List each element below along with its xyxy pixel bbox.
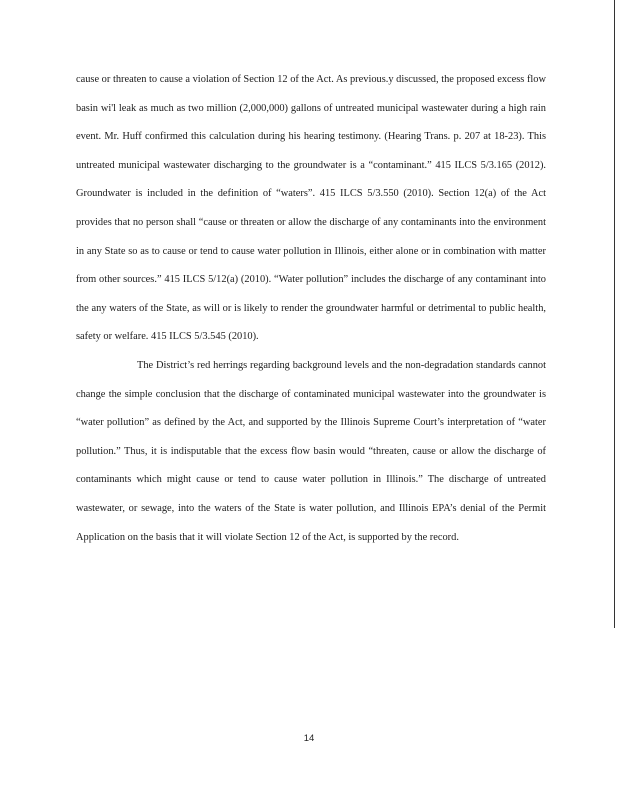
body-text	[76, 66, 546, 552]
page-number: 14	[303, 733, 315, 744]
page-edge-rule	[614, 0, 615, 628]
paragraph-continuation: cause or threaten to cause a violation of Section 12 of the Act. As previous.y discussed, the proposed excess flow basin wi'l leak as much as two million (2,000,000) gallons of untreated municipal wastewater during a high rain event. Mr. Huff confirmed this calculation during his hearing testimony. (Hearing Trans. p. 207 at 18-23). This untreated municipal wastewater discharging to the groundwater is a “contaminant.” 415 ILCS 5/3.165 (2012). Groundwater is included in the definition of “waters”. 415 ILCS 5/3.550 (2010). Section 12(a) of the Act provides that no person shall “cause or threaten or allow the discharge of any contaminants into the environment in any State so as to cause or tend to cause water pollution in Illinois, either alone or in combination with matter from other sources.” 415 ILCS 5/12(a) (2010). “Water pollution” includes the discharge of any contaminant into the any waters of the State, as will or is likely to render the groundwater harmful or detrimental to public health, safety or welfare. 415 ILCS 5/3.545 (2010).	[76, 74, 546, 343]
paragraph-red-herrings: The District’s red herrings regarding background levels and the non-degradation standards cannot change the simple conclusion that the discharge of contaminated municipal wastewater into the groundwater is “water pollution” as defined by the Act, and supported by the Illinois Supreme Court’s interpretation of “water pollution.” Thus, it is indisputable that the excess flow basin would “threaten, cause or allow the discharge of contaminants which might cause or tend to cause water pollution in Illinois.” The discharge of untreated wastewater, or sewage, into the waters of the State is water pollution, and Illinois EPA’s denial of the Permit Application on the basis that it will violate Section 12 of the Act, is supported by the record.	[76, 359, 546, 543]
